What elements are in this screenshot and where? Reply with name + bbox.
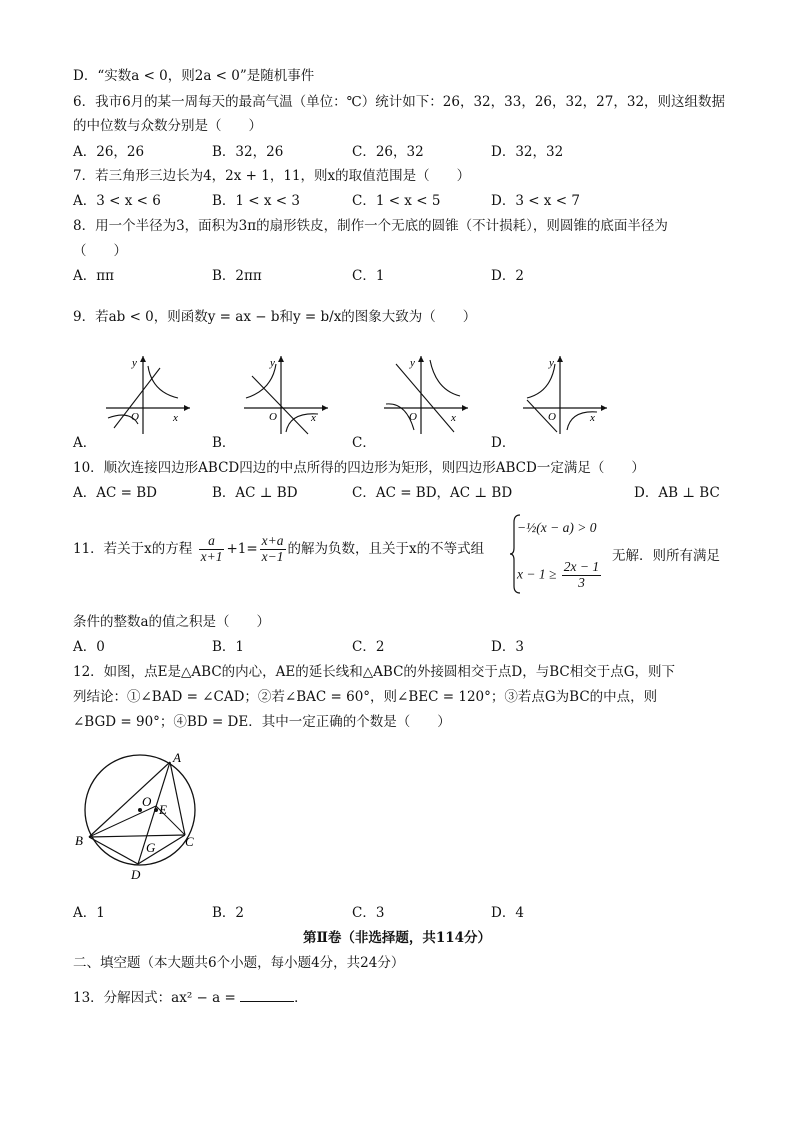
- q11-tail: 无解．则所有满足: [612, 548, 720, 564]
- q8-option-d: D．2: [491, 268, 524, 284]
- ineq2-fraction: [562, 560, 601, 591]
- section-title: 第Ⅱ卷（非选择题，共114分）: [302, 930, 492, 946]
- q8-option-b: B．2ππ: [212, 268, 262, 284]
- q9-graph-c: [378, 352, 470, 438]
- q11-mid: 的解为负数，且关于x的不等式组: [287, 540, 485, 557]
- line-bd: [89, 837, 138, 864]
- q11-fraction-2: [260, 534, 286, 565]
- q11-option-c: C．2: [352, 639, 385, 655]
- q12-circle-figure: [72, 748, 212, 884]
- axis-x-label: x: [173, 412, 178, 424]
- q9-graph-a: [100, 352, 192, 438]
- q8-line2: （ ）: [73, 243, 127, 259]
- origin-label: O: [409, 411, 417, 423]
- label-d: D: [131, 867, 141, 882]
- origin-label: O: [548, 411, 556, 423]
- frac-den: x−1: [261, 548, 284, 564]
- origin-label: O: [269, 411, 277, 423]
- q10-option-d: D．AB ⊥ BC: [634, 485, 720, 501]
- q9-options: [73, 431, 733, 451]
- q12-line3: ∠BGD = 90°；④BD = DE．其中一定正确的个数是（ ）: [73, 714, 451, 730]
- q11-line2: 条件的整数a的值之积是（ ）: [73, 614, 271, 630]
- q12-line2: 列结论：①∠BAD = ∠CAD；②若∠BAC = 60°，则∠BEC = 120°；③若点G为BC的中点，则: [73, 689, 658, 705]
- axis-x-label: x: [311, 412, 316, 424]
- q11-options: [73, 635, 733, 655]
- q13-line: 13．分解因式：ax² − a = ．: [73, 990, 308, 1006]
- answer-blank[interactable]: [240, 989, 294, 1002]
- frac-num: a: [199, 534, 225, 550]
- frac-num: 2x − 1: [563, 559, 600, 574]
- axis-x-label: x: [451, 412, 456, 424]
- q11-prefix: 11．若关于x的方程: [73, 540, 193, 557]
- side-ac: [170, 762, 185, 835]
- q10-option-b: B．AC ⊥ BD: [212, 485, 298, 501]
- label-c: C: [185, 834, 194, 849]
- line-be: [89, 806, 156, 837]
- frac-num: x+a: [261, 533, 284, 548]
- inequality-1: −½(x − a) > 0: [517, 520, 597, 535]
- q10-option-a: A．AC = BD: [73, 485, 157, 501]
- q7-option-a: A．3 < x < 6: [73, 193, 161, 209]
- inequality-2: [517, 560, 603, 591]
- q12-options: [73, 901, 733, 921]
- side-bc: [89, 835, 185, 837]
- q11-option-b: B．1: [212, 639, 245, 655]
- q6-option-d: D．32，32: [491, 144, 564, 160]
- q7-option-b: B．1 < x < 3: [212, 193, 301, 209]
- q6-options: [73, 140, 733, 160]
- q11-plus: +1=: [226, 540, 258, 557]
- q12-option-a: A．1: [73, 905, 105, 921]
- origin-label: O: [131, 411, 139, 423]
- q12-option-b: B．2: [212, 905, 245, 921]
- axis-y-label: y: [270, 357, 275, 369]
- q6-line1: 6．我市6月的某一周每天的最高气温（单位：℃）统计如下：26，32，33，26，32，27，32，则这组数据: [73, 94, 726, 110]
- q11-fraction-1: [199, 534, 225, 565]
- q6-option-b: B．32，26: [212, 144, 284, 160]
- prev-option-d: D．“实数a < 0，则2a < 0”是随机事件: [73, 68, 315, 84]
- label-e: E: [159, 802, 167, 817]
- point-e: [154, 808, 158, 812]
- q9-option-c: C．: [352, 435, 376, 451]
- label-o: O: [142, 794, 152, 809]
- q9-option-d: D．: [491, 435, 516, 451]
- part-two-heading: 二、填空题（本大题共6个小题，每小题4分，共24分）: [73, 955, 405, 971]
- q12-option-c: C．3: [352, 905, 385, 921]
- q13-prefix: 13．分解因式：ax² − a =: [73, 990, 236, 1006]
- q7-option-c: C．1 < x < 5: [352, 193, 441, 209]
- q11-option-d: D．3: [491, 639, 524, 655]
- axis-x-label: x: [590, 412, 595, 424]
- frac-den: 3: [578, 574, 585, 590]
- q6-option-a: A．26，26: [73, 144, 145, 160]
- q8-option-a: A．ππ: [73, 268, 114, 284]
- q9-line: 9．若ab < 0，则函数y = ax − b和y = b/x的图象大致为（ ）: [73, 309, 477, 325]
- axis-y-label: y: [410, 357, 415, 369]
- axis-y-label: y: [549, 357, 554, 369]
- label-b: B: [75, 833, 83, 848]
- q12-line1: 12．如图，点E是△ABC的内心，AE的延长线和△ABC的外接圆相交于点D，与BC相交于点G，则下: [73, 664, 676, 680]
- ineq2-left: x − 1 ≥: [517, 566, 557, 582]
- q9-option-b: B．: [212, 435, 236, 451]
- q10-options: [73, 481, 733, 501]
- q8-option-c: C．1: [352, 268, 385, 284]
- q9-graph-b: [238, 352, 330, 438]
- q6-option-c: C．26，32: [352, 144, 424, 160]
- q7-option-d: D．3 < x < 7: [491, 193, 580, 209]
- q11-line1: [73, 534, 484, 565]
- q7-options: [73, 189, 733, 209]
- q10-option-c: C．AC = BD，AC ⊥ BD: [352, 485, 513, 501]
- q12-option-d: D．4: [491, 905, 524, 921]
- q9-option-a: A．: [73, 435, 97, 451]
- label-a: A: [173, 750, 181, 765]
- q9-graph-d: [517, 352, 609, 438]
- q7-line: 7．若三角形三边长为4，2x + 1，11，则x的取值范围是（ ）: [73, 168, 471, 184]
- q10-line: 10．顺次连接四边形ABCD四边的中点所得的四边形为矩形，则四边形ABCD一定满足（ ）: [73, 460, 645, 476]
- axis-y-label: y: [132, 357, 137, 369]
- q6-line2: 的中位数与众数分别是（ ）: [73, 118, 262, 134]
- label-g: G: [146, 840, 156, 855]
- frac-den: x+1: [200, 548, 223, 564]
- q8-options: [73, 264, 733, 284]
- q8-line1: 8．用一个半径为3，面积为3π的扇形铁皮，制作一个无底的圆锥（不计损耗），则圆锥的底面半径为: [73, 218, 668, 234]
- q11-option-a: A．0: [73, 639, 105, 655]
